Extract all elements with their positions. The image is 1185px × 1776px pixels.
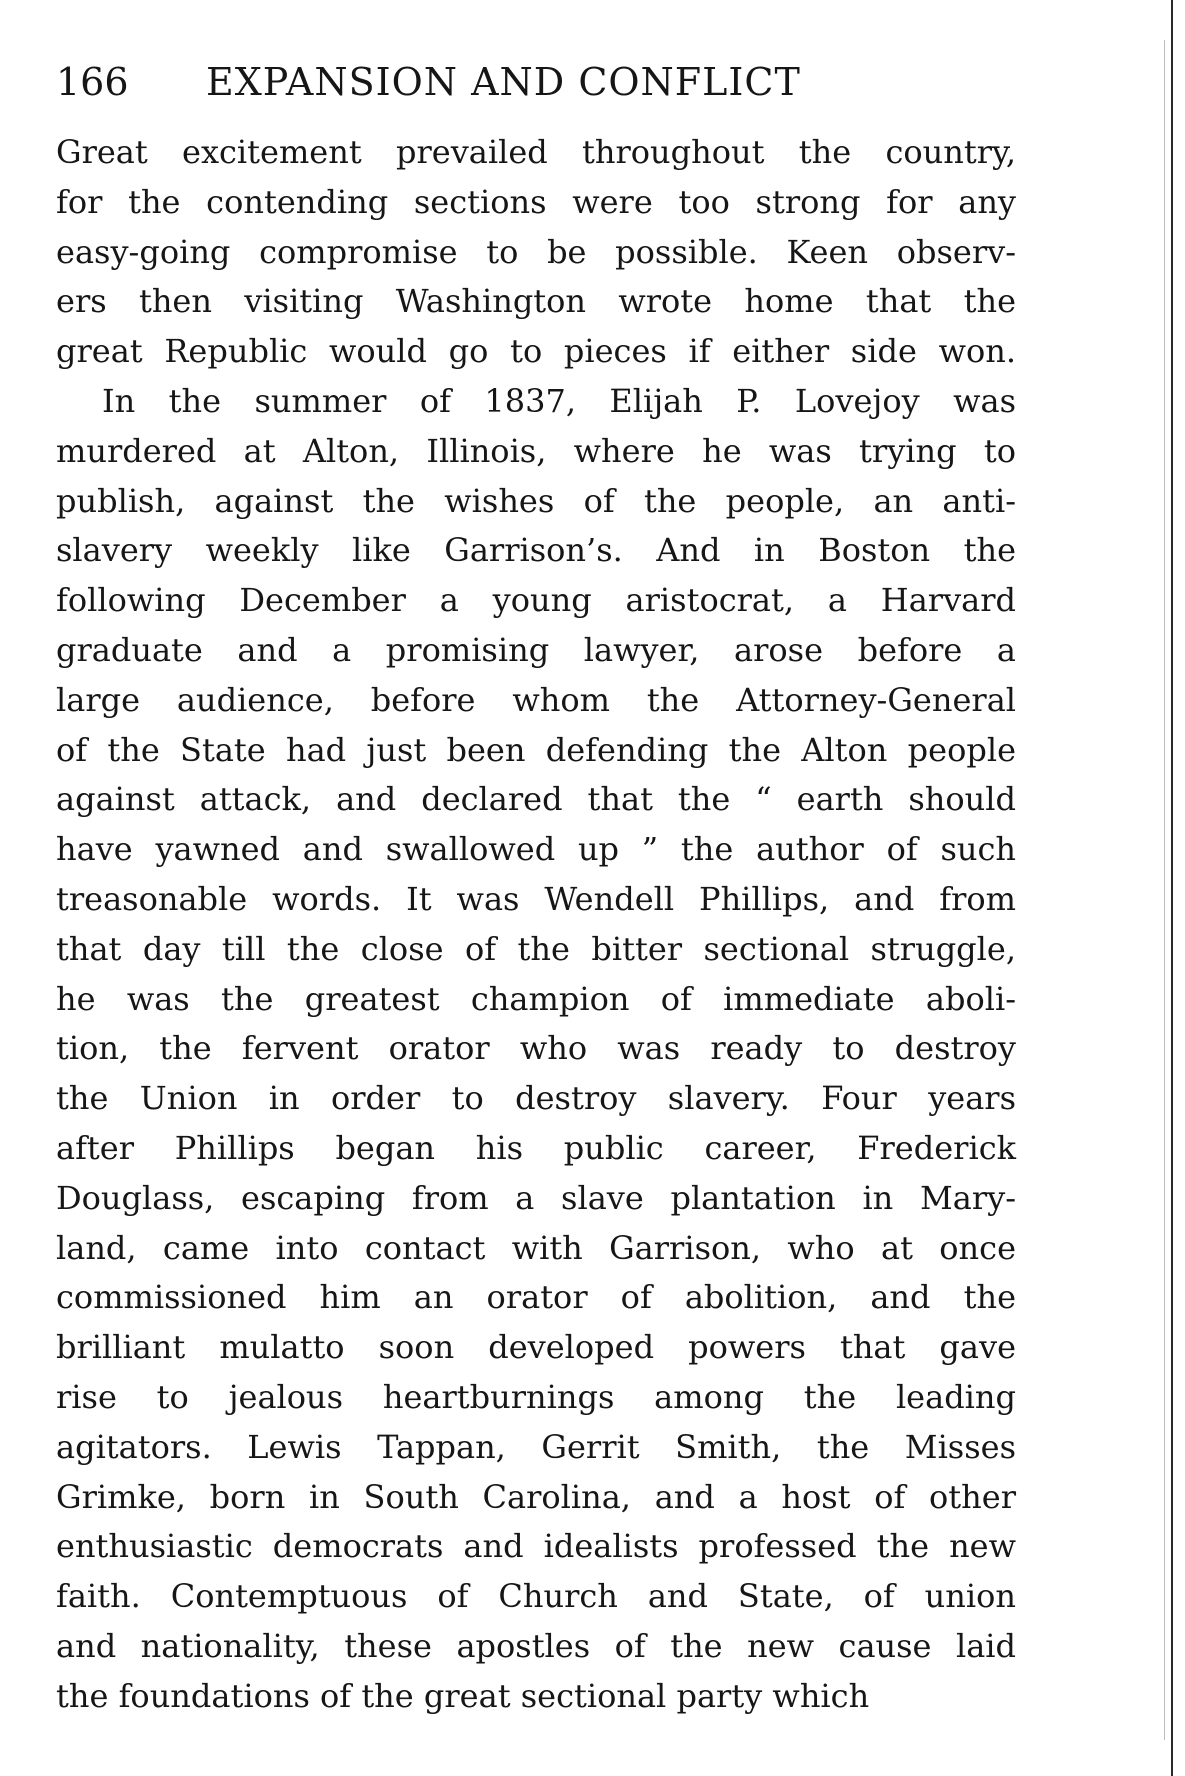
text-line: treasonable words. It was Wendell Phillips, and from	[56, 879, 1016, 918]
running-head	[56, 52, 1016, 112]
text-line: murdered at Alton, Illinois, where he was trying to	[56, 431, 1016, 470]
text-line: In the summer of 1837, Elijah P. Lovejoy was	[102, 381, 1016, 420]
text-line: faith. Contemptuous of Church and State, of union	[56, 1577, 1016, 1616]
text-line: he was the greatest champion of immediate aboli-	[56, 979, 1016, 1018]
running-title: EXPANSION AND CONFLICT	[206, 60, 801, 104]
text-line: agitators. Lewis Tappan, Gerrit Smith, the Misses	[56, 1427, 1016, 1466]
text-line: Grimke, born in South Carolina, and a host of other	[56, 1477, 1016, 1516]
paragraph-2	[56, 377, 1016, 1722]
text-line: great Republic would go to pieces if either side won.	[56, 332, 1016, 371]
text-line: large audience, before whom the Attorney-General	[56, 680, 1016, 719]
text-line: graduate and a promising lawyer, arose before a	[56, 630, 1016, 669]
text-line: against attack, and declared that the “ earth should	[56, 780, 1016, 819]
text-line: for the contending sections were too strong for any	[56, 182, 1016, 221]
text-line: after Phillips began his public career, Frederick	[56, 1128, 1016, 1167]
text-line: brilliant mulatto soon developed powers that gave	[56, 1328, 1016, 1367]
text-line: tion, the fervent orator who was ready to destroy	[56, 1029, 1016, 1068]
text-line: have yawned and swallowed up ” the author of such	[56, 830, 1016, 869]
text-line: enthusiastic democrats and idealists professed the new	[56, 1527, 1016, 1566]
text-line: publish, against the wishes of the people, an anti-	[56, 481, 1016, 520]
text-line: commissioned him an orator of abolition, and the	[56, 1278, 1016, 1317]
text-line: Great excitement prevailed throughout the country,	[56, 133, 1016, 171]
scan-edge-line	[1171, 0, 1173, 1776]
text-line: slavery weekly like Garrison’s. And in Boston the	[56, 531, 1016, 570]
text-line: the Union in order to destroy slavery. Four years	[56, 1079, 1016, 1118]
text-line: that day till the close of the bitter sectional struggle,	[56, 929, 1016, 968]
text-line: the foundations of the great sectional party which	[56, 1676, 870, 1715]
text-line: rise to jealous heartburnings among the leading	[56, 1377, 1016, 1416]
body-text	[56, 128, 1016, 1722]
scan-edge-shadow	[1164, 40, 1165, 1740]
text-line: ers then visiting Washington wrote home that the	[56, 282, 1016, 321]
text-line: and nationality, these apostles of the new cause laid	[56, 1626, 1016, 1665]
text-line: following December a young aristocrat, a Harvard	[56, 581, 1016, 620]
text-line: of the State had just been defending the Alton people	[56, 730, 1016, 769]
page-number: 166	[56, 60, 129, 104]
text-line: easy-going compromise to be possible. Keen observ-	[56, 232, 1016, 271]
text-line: Douglass, escaping from a slave plantation in Mary-	[56, 1178, 1016, 1217]
text-line: land, came into contact with Garrison, who at once	[56, 1228, 1016, 1267]
paragraph-1	[56, 128, 1016, 377]
